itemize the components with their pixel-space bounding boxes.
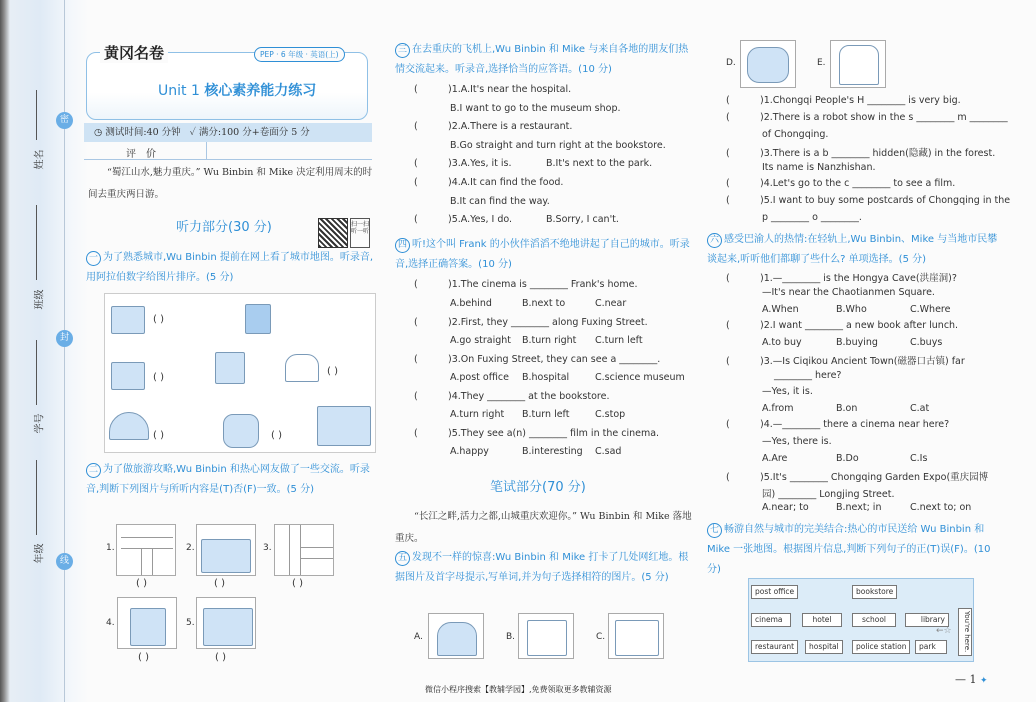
text: B.Sorry, I can't. xyxy=(546,214,619,225)
map-library: library xyxy=(905,613,949,627)
write-line xyxy=(36,205,37,280)
text: 园) ________ Longjing Street. xyxy=(762,489,895,500)
map-police-station: police station xyxy=(852,640,910,654)
picture-c-cinema xyxy=(608,613,664,659)
picture-1-road xyxy=(116,524,176,576)
map-park: park xyxy=(915,640,947,654)
text: C.stop xyxy=(595,409,626,420)
text: )2.I want ________ a new book after lunch. xyxy=(760,320,959,331)
text: —It's near the Chaotianmen Square. xyxy=(762,287,935,298)
building-illustration xyxy=(215,352,245,384)
text: B.interesting xyxy=(522,446,583,457)
s3-q1: ( )1.A.It's near the hospital. xyxy=(414,84,572,95)
text: Unit 1 xyxy=(158,83,200,99)
text: C. xyxy=(596,632,606,642)
building-illustration xyxy=(615,620,659,656)
text: A. xyxy=(414,632,423,642)
text: 五 xyxy=(395,551,410,566)
text: 4. xyxy=(106,618,115,628)
building-illustration xyxy=(109,412,149,440)
text: B.Who xyxy=(836,304,867,315)
grade-tag: PEP · 6 年级 · 英语(上) xyxy=(254,47,345,62)
seal-line xyxy=(64,0,65,702)
text: )4.They ________ at the bookstore. xyxy=(448,391,610,402)
section-6-instructions xyxy=(707,230,1007,270)
map-hospital: hospital xyxy=(805,640,843,654)
qr-code[interactable] xyxy=(318,218,348,248)
question-line: ( )5.It's ________ Chongqing Garden Expo(重庆园博 xyxy=(726,472,989,483)
text: 满分:100 分+卷面分 5 分 xyxy=(198,127,310,138)
binding-margin xyxy=(0,0,88,702)
seal-mi: 密 xyxy=(56,112,73,129)
picture-e-post-office xyxy=(830,40,886,88)
picture-4-cinema xyxy=(117,597,177,649)
text: Its name is Nanzhishan. xyxy=(762,162,876,173)
answer-blank[interactable]: ( ) xyxy=(153,372,164,383)
text: )5.A.Yes, I do. xyxy=(448,214,513,225)
text: —Yes, there is. xyxy=(762,436,832,447)
answer-blank[interactable]: ( ) xyxy=(138,652,149,663)
writing-intro: “长江之畔,活力之都,山城重庆欢迎你。” Wu Binbin 和 Mike 落地重庆。 xyxy=(395,511,692,544)
picture-a-bookstore xyxy=(428,613,484,659)
text: B.I want to go to the museum shop. xyxy=(450,103,621,114)
star-icon: ←☆ xyxy=(936,626,952,636)
text: 评价 xyxy=(126,149,166,160)
map-bookstore: bookstore xyxy=(852,585,897,599)
write-line xyxy=(36,340,37,405)
exam-info-bar xyxy=(84,123,372,142)
text: )1.A.It's near the hospital. xyxy=(448,84,572,95)
student-id-field-label: 学号 xyxy=(34,413,46,434)
map-post-office: post office xyxy=(751,585,798,599)
text: )3.On Fuxing Street, they can see a ________. xyxy=(448,354,661,365)
clock-icon: ◷ xyxy=(94,127,103,138)
text: 六 xyxy=(707,233,722,248)
name-field-label: 姓名 xyxy=(34,149,46,170)
question-line: ( )4.Let's go to the c ________ to see a film. xyxy=(726,178,956,189)
page-title xyxy=(158,80,316,100)
text: 5. xyxy=(186,618,195,628)
text: B.on xyxy=(836,403,858,414)
write-line xyxy=(36,460,37,535)
text: 1 xyxy=(969,673,977,686)
text: C.sad xyxy=(595,446,622,457)
building-illustration xyxy=(130,608,166,646)
answer-blank[interactable]: ( ) xyxy=(153,430,164,441)
text: 为了熟悉城市,Wu Binbin 提前在网上看了城市地图。听录音,用阿拉伯数字给图片排序。(5 分) xyxy=(86,252,374,283)
s3-q2: ( )2.A.There is a restaurant. xyxy=(414,121,573,132)
question-line: ( )2.I want ________ a new book after lunch. xyxy=(726,320,959,331)
section-5-instructions xyxy=(395,548,695,588)
text: 七 xyxy=(707,523,722,538)
listening-title: 听力部分(30 分) xyxy=(176,220,272,235)
text: C.at xyxy=(910,403,930,414)
qr-label: 扫一扫 听一听 xyxy=(350,218,370,248)
footer-note: 微信小程序搜索【教辅学园】,免费领取更多教辅资源 xyxy=(425,685,612,694)
text: )1.The cinema is ________ Frank's home. xyxy=(448,279,638,290)
question-line: ( )5.They see a(n) ________ film in the cinema. xyxy=(414,428,660,439)
writing-title: 笔试部分(70 分) xyxy=(490,480,586,495)
text: 一 xyxy=(86,251,101,266)
text: )2.A.There is a restaurant. xyxy=(448,121,573,132)
text: 畅游自然与城市的完美结合:热心的市民送给 Wu Binbin 和 Mike 一张地图。根据图片信息,判断下列句子的正(T)误(F)。(10 分) xyxy=(707,524,991,575)
text: 为了做旅游攻略,Wu Binbin 和热心网友做了一些交流。听录音,判断下列图片与所听内容是(T)否(F)一致。(5 分) xyxy=(86,464,370,495)
picture-3-road xyxy=(274,524,334,576)
section-2-instructions xyxy=(86,460,378,500)
text: C.near xyxy=(595,298,627,309)
text: A.When xyxy=(762,304,799,315)
text: A.Are xyxy=(762,453,788,464)
section-7-instructions xyxy=(707,520,1007,580)
text: 3. xyxy=(263,543,272,553)
building-illustration xyxy=(111,362,145,390)
seal-feng: 封 xyxy=(56,330,73,347)
map-cinema: cinema xyxy=(751,613,791,627)
answer-blank[interactable]: ( ) xyxy=(271,430,282,441)
brand-logo: 黄冈名卷 xyxy=(100,42,168,63)
text: )1.Chongqi People's H ________ is very big. xyxy=(760,95,961,106)
map-school: school xyxy=(852,613,896,627)
text: D. xyxy=(726,58,736,68)
text: ________ here? xyxy=(774,370,842,381)
text: B.next to xyxy=(522,298,566,309)
text: A.go straight xyxy=(450,335,512,346)
check-icon: ✓ xyxy=(189,127,196,138)
question-line: ( )1.Chongqi People's H ________ is very big. xyxy=(726,95,961,106)
text: A.turn right xyxy=(450,409,505,420)
text: B.hospital xyxy=(522,372,570,383)
you-are-here-marker: You're here. xyxy=(958,608,972,656)
text: )4.Let's go to the c ________ to see a film. xyxy=(760,178,956,189)
class-field-label: 班级 xyxy=(34,289,46,310)
text: 发现不一样的惊喜:Wu Binbin 和 Mike 打卡了几处网红地。根据图片及首字母提示,写单词,并为句子选择相符的图片。(5 分) xyxy=(395,552,689,583)
building-illustration xyxy=(203,608,253,646)
write-line xyxy=(36,90,37,140)
city-map-pictures xyxy=(104,293,376,453)
text: )4.A.It can find the food. xyxy=(448,177,564,188)
text: 听!这个叫 Frank 的小伙伴滔滔不绝地讲起了自己的城市。听录音,选择正确答案。(10 分) xyxy=(395,239,690,270)
text: B.Go straight and turn right at the bookstore. xyxy=(450,140,666,151)
building-illustration xyxy=(245,304,271,334)
text: B.turn left xyxy=(522,409,570,420)
question-line xyxy=(450,298,492,309)
text: 核心素养能力练习 xyxy=(204,83,317,99)
seal-xian: 线 xyxy=(56,553,73,570)
building-illustration xyxy=(111,306,145,334)
answer-blank[interactable]: ( ) xyxy=(292,578,303,589)
question-line: ( )5.I want to buy some postcards of Chongqing in the xyxy=(726,195,1011,206)
answer-blank[interactable]: ( ) xyxy=(136,578,147,589)
text: of Chongqing. xyxy=(762,129,829,140)
text: 三 xyxy=(395,43,410,58)
text: C.next to; on xyxy=(910,502,972,513)
text: B.Do xyxy=(836,453,859,464)
text: A.post office xyxy=(450,372,509,383)
building-illustration xyxy=(437,622,477,656)
text: B.turn right xyxy=(522,335,577,346)
text: )1.—________ is the Hongya Cave(洪崖洞)? xyxy=(760,273,957,284)
picture-b-hall xyxy=(518,613,574,659)
building-illustration xyxy=(839,45,879,85)
text: A.to buy xyxy=(762,337,802,348)
building-illustration xyxy=(527,620,567,656)
text: p ________ o ________. xyxy=(762,212,862,223)
grade-field-label: 年级 xyxy=(34,543,46,564)
question-line: ( )1.—________ is the Hongya Cave(洪崖洞)? xyxy=(726,273,957,284)
text: C.turn left xyxy=(595,335,643,346)
text: 二 xyxy=(86,463,101,478)
text: 测试时间:40 分钟 xyxy=(105,127,181,138)
question-line: ( )2.There is a robot show in the s ________ m ________ xyxy=(726,112,1008,123)
text: 2. xyxy=(186,543,195,553)
picture-2-museum xyxy=(196,524,256,576)
text: )2.There is a robot show in the s ________ m ________ xyxy=(760,112,1008,123)
text: 在去重庆的飞机上,Wu Binbin 和 Mike 与来自各地的朋友们热情交流起来。听录音,选择恰当的应答语。(10 分) xyxy=(395,44,689,75)
text: C.buys xyxy=(910,337,943,348)
answer-blank[interactable]: ( ) xyxy=(214,578,225,589)
building-illustration xyxy=(285,354,319,382)
building-illustration xyxy=(317,406,371,446)
map-hotel: hotel xyxy=(802,613,842,627)
text: A.behind xyxy=(450,298,492,309)
text: A.from xyxy=(762,403,794,414)
s3-q5: ( )5.A.Yes, I do. xyxy=(414,214,513,225)
text: B.buying xyxy=(836,337,878,348)
picture-d-science-museum xyxy=(740,40,796,88)
text: C.science museum xyxy=(595,372,685,383)
text: )4.—________ there a cinema near here? xyxy=(760,419,950,430)
section-4-instructions xyxy=(395,235,695,275)
question-line: ( )3.—Is Ciqikou Ancient Town(磁器口古镇) far xyxy=(726,356,965,367)
text: A.near; to xyxy=(762,502,809,513)
text: —Yes, it is. xyxy=(762,386,813,397)
text: 四 xyxy=(395,238,410,253)
building-illustration xyxy=(747,47,789,83)
text: 感受巴渝人的热情:在轻轨上,Wu Binbin、Mike 与当地市民攀谈起来,听听他们都聊了些什么? 单项选择。(5 分) xyxy=(707,234,998,265)
question-line: ( )3.On Fuxing Street, they can see a ________. xyxy=(414,354,661,365)
text: B.next; in xyxy=(836,502,882,513)
text: B.It's next to the park. xyxy=(546,158,653,169)
page-number: — 1 ✦ xyxy=(955,673,988,686)
answer-blank[interactable]: ( ) xyxy=(153,314,164,325)
text: )3.A.Yes, it is. xyxy=(448,158,512,169)
text: )5.I want to buy some postcards of Chongqing in the xyxy=(760,195,1011,206)
text: )5.It's ________ Chongqing Garden Expo(重庆园博 xyxy=(760,472,989,483)
s3-q4: ( )4.A.It can find the food. xyxy=(414,177,564,188)
question-line: ( )1.The cinema is ________ Frank's home. xyxy=(414,279,638,290)
text: 1. xyxy=(106,543,115,553)
answer-blank[interactable]: ( ) xyxy=(327,366,338,377)
text: )5.They see a(n) ________ film in the cinema. xyxy=(448,428,660,439)
intro-text: “蜀江山水,魅力重庆。” Wu Binbin 和 Mike 决定利用周末的时间去重庆两日游。 xyxy=(88,167,373,200)
text: C.Where xyxy=(910,304,951,315)
building-illustration xyxy=(223,414,259,448)
text: )3.There is a b ________ hidden(隐藏) in the forest. xyxy=(760,148,996,159)
text: )3.—Is Ciqikou Ancient Town(磁器口古镇) far xyxy=(760,356,965,367)
evaluation-row xyxy=(84,142,372,160)
s3-q3: ( )3.A.Yes, it is. xyxy=(414,158,512,169)
text: )2.First, they ________ along Fuxing Street. xyxy=(448,317,648,328)
text: E. xyxy=(817,58,826,68)
text: C.Is xyxy=(910,453,928,464)
section-1-instructions xyxy=(86,248,378,288)
text: B.It can find the way. xyxy=(450,196,550,207)
picture-5-shop xyxy=(196,597,256,649)
map-restaurant: restaurant xyxy=(751,640,798,654)
question-line: ( )4.—________ there a cinema near here? xyxy=(726,419,950,430)
question-line: ( )3.There is a b ________ hidden(隐藏) in the forest. xyxy=(726,148,996,159)
text: B. xyxy=(506,632,516,642)
question-line: ( )2.First, they ________ along Fuxing Street. xyxy=(414,317,648,328)
building-illustration xyxy=(201,539,251,573)
question-line: ( )4.They ________ at the bookstore. xyxy=(414,391,610,402)
text: A.happy xyxy=(450,446,489,457)
section-3-instructions xyxy=(395,40,695,80)
answer-blank[interactable]: ( ) xyxy=(215,652,226,663)
